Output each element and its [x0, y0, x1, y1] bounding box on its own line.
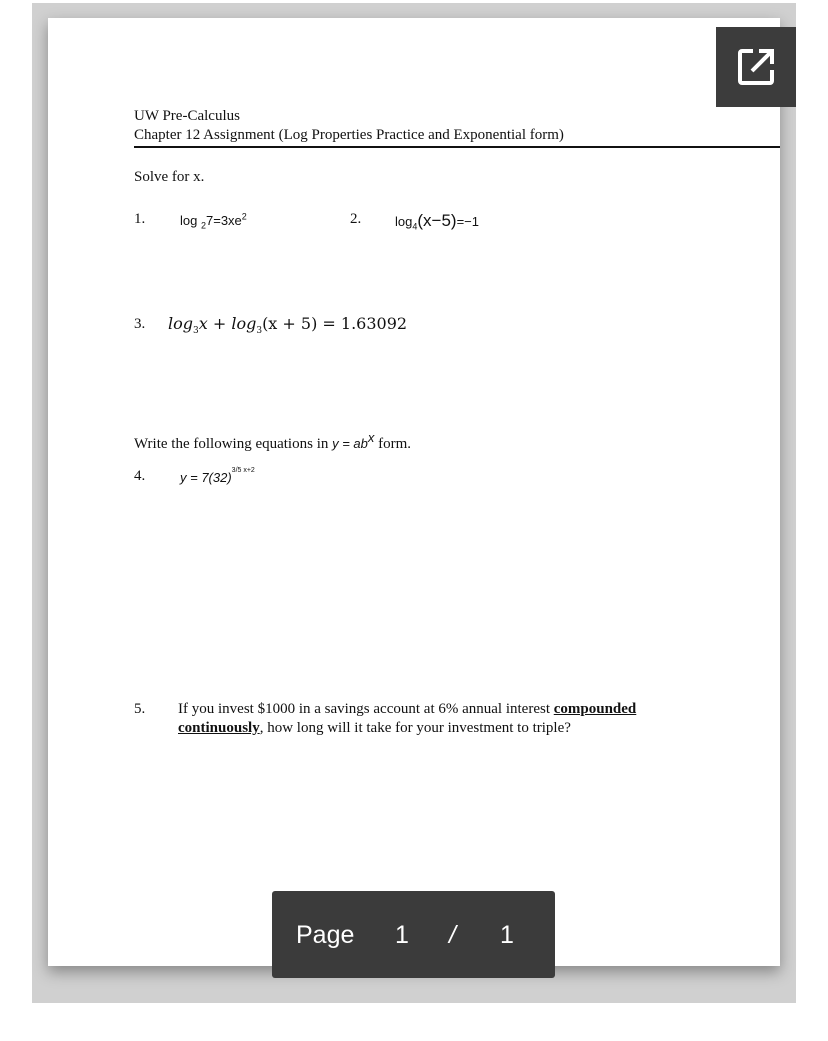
question-2-number: 2. [350, 211, 362, 227]
question-5-line-1: If you invest $1000 in a savings account at 6% annual interest compounded [178, 701, 637, 717]
page-indicator [272, 891, 555, 978]
pdf-page [48, 18, 780, 966]
question-5-line-2: continuously, how long will it take for your investment to triple? [178, 720, 571, 736]
open-in-new-icon [736, 47, 776, 87]
question-4-equation: $y = 7(32)^{3/5 x+2}$ [180, 467, 255, 485]
question-1-equation: $\log _27=3xe^2$ [180, 211, 247, 231]
question-1-number: 1. [134, 211, 146, 227]
page-separator: / [449, 921, 456, 949]
instruction-exponential-form: Write the following equations in $y = ab^x$ form. [134, 430, 412, 452]
current-page[interactable]: 1 [395, 921, 409, 949]
header-divider [134, 146, 780, 148]
question-3-equation: $\log_3x + \log_3(x + 5) = 1.63092$ [168, 314, 408, 337]
question-3-number: 3. [134, 316, 146, 332]
assignment-title: Chapter 12 Assignment (Log Properties Practice and Exponential form) [134, 127, 564, 143]
course-title: UW Pre-Calculus [134, 108, 240, 124]
question-5-number: 5. [134, 701, 146, 717]
open-external-button[interactable] [716, 27, 796, 107]
question-4-number: 4. [134, 468, 146, 484]
total-pages: 1 [500, 921, 514, 949]
question-2-equation: $\log_4(x-5)=-1$ [395, 211, 480, 232]
instruction-solve: Solve for x. [134, 169, 205, 185]
page-label: Page [296, 921, 355, 949]
